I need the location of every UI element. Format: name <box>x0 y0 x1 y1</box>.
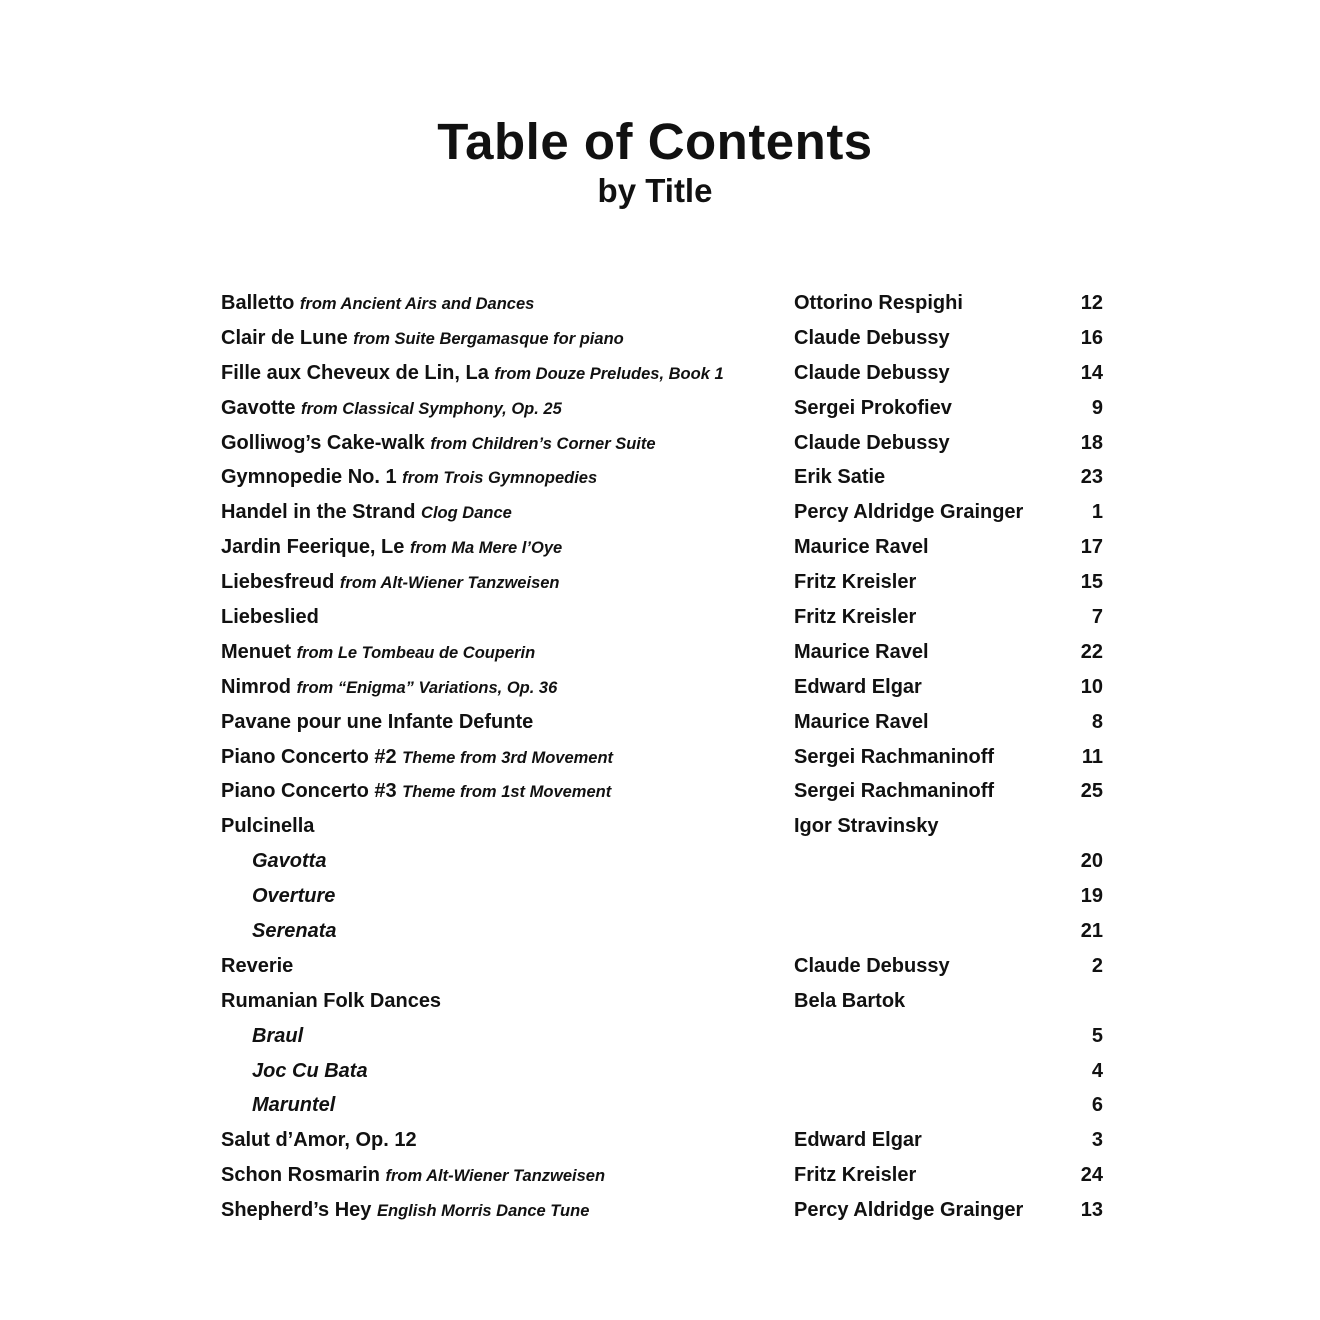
toc-entry <box>0 495 1320 530</box>
entry-page-number: 16 <box>1080 326 1103 349</box>
entry-note: Theme from 1st Movement <box>402 783 612 802</box>
entry-title-cell <box>221 1193 589 1229</box>
entry-composer: Edward Elgar <box>794 1129 922 1152</box>
entry-title: Serenata <box>252 920 337 943</box>
entry-composer: Claude Debussy <box>794 431 950 454</box>
entry-title: Jardin Feerique, Le <box>221 536 405 559</box>
entry-composer: Maurice Ravel <box>794 710 929 733</box>
entry-note: from Douze Preludes, Book 1 <box>494 364 724 383</box>
entry-composer: Bela Bartok <box>794 989 906 1012</box>
entry-title-cell <box>221 984 441 1019</box>
entry-title-cell <box>221 1123 417 1158</box>
entry-composer: Claude Debussy <box>794 361 950 384</box>
entry-title-cell <box>221 426 656 462</box>
entry-page-number: 6 <box>1091 1094 1103 1117</box>
entry-title: Salut d’Amor, Op. 12 <box>221 1129 417 1152</box>
toc-subentry <box>0 1088 1320 1123</box>
entry-title-cell <box>221 356 724 392</box>
entry-title: Nimrod <box>221 675 291 698</box>
entry-title: Braul <box>252 1024 304 1047</box>
entry-composer: Sergei Prokofiev <box>794 396 952 419</box>
entry-title-cell <box>221 391 562 427</box>
toc-entry <box>0 565 1320 600</box>
entry-page-number: 5 <box>1091 1024 1103 1047</box>
entry-title-cell <box>221 321 624 357</box>
entry-page-number: 23 <box>1080 466 1103 489</box>
toc-entry <box>0 1158 1320 1193</box>
entry-composer: Sergei Rachmaninoff <box>794 745 995 768</box>
entry-title: Joc Cu Bata <box>252 1059 368 1082</box>
entry-note: from “Enigma” Variations, Op. 36 <box>296 678 558 697</box>
entry-composer: Edward Elgar <box>794 675 922 698</box>
entry-title: Reverie <box>221 954 294 977</box>
entry-title: Handel in the Strand <box>221 501 416 524</box>
entry-title: Pulcinella <box>221 815 315 838</box>
entry-page-number: 2 <box>1091 954 1103 977</box>
entry-note: from Alt-Wiener Tanzweisen <box>385 1167 606 1186</box>
toc-entry <box>0 809 1320 844</box>
entry-note: from Le Tombeau de Couperin <box>296 643 536 662</box>
entry-title-cell <box>221 949 293 984</box>
toc-entry <box>0 949 1320 984</box>
entry-page-number: 25 <box>1080 780 1103 803</box>
entry-composer: Igor Stravinsky <box>794 815 939 838</box>
entry-title: Clair de Lune <box>221 326 348 349</box>
entry-title: Pavane pour une Infante Defunte <box>221 710 534 733</box>
toc-entry <box>0 740 1320 775</box>
entry-title: Fille aux Cheveux de Lin, La <box>221 361 489 384</box>
toc-entry <box>0 1193 1320 1228</box>
entry-title-cell <box>252 879 335 914</box>
entry-page-number: 10 <box>1080 675 1103 698</box>
toc-entry <box>0 426 1320 461</box>
entry-title-cell <box>221 495 512 531</box>
entry-title-cell <box>221 740 613 776</box>
toc-entry <box>0 460 1320 495</box>
entry-title: Piano Concerto #2 <box>221 745 397 768</box>
entry-title-cell <box>221 286 534 322</box>
entry-page-number: 11 <box>1081 745 1103 768</box>
entry-title: Maruntel <box>252 1094 336 1117</box>
entry-title-cell <box>221 530 562 566</box>
page-title: Table of Contents <box>437 113 873 170</box>
entry-page-number: 20 <box>1080 850 1103 873</box>
page-subtitle: by Title <box>597 172 713 209</box>
entry-page-number: 19 <box>1080 885 1103 908</box>
entry-title: Gymnopedie No. 1 <box>221 466 397 489</box>
entry-page-number: 22 <box>1080 640 1103 663</box>
entry-title: Liebeslied <box>221 606 319 629</box>
entry-page-number: 4 <box>1091 1059 1103 1082</box>
entry-title: Schon Rosmarin <box>221 1164 380 1187</box>
entry-note: from Classical Symphony, Op. 25 <box>301 399 562 418</box>
entry-title: Piano Concerto #3 <box>221 780 397 803</box>
toc-entry <box>0 286 1320 321</box>
entry-composer: Claude Debussy <box>794 954 950 977</box>
entry-page-number: 13 <box>1080 1199 1103 1222</box>
entry-title-cell <box>221 1158 605 1194</box>
entry-title-cell <box>252 1088 335 1123</box>
entry-note: Theme from 3rd Movement <box>402 748 614 767</box>
entry-page-number: 7 <box>1091 606 1103 629</box>
entry-page-number: 24 <box>1080 1164 1103 1187</box>
toc-entry <box>0 670 1320 705</box>
entry-note: from Suite Bergamasque for piano <box>353 329 624 348</box>
toc-entry <box>0 1123 1320 1158</box>
entry-composer: Percy Aldridge Grainger <box>794 501 1024 524</box>
entry-note: from Alt-Wiener Tanzweisen <box>339 574 560 593</box>
entry-title-cell <box>221 774 611 810</box>
entry-note: from Ancient Airs and Dances <box>299 295 535 313</box>
entry-title: Balletto <box>221 292 295 314</box>
entry-title: Rumanian Folk Dances <box>221 989 442 1012</box>
entry-title-cell <box>221 635 535 671</box>
entry-title: Shepherd’s Hey <box>221 1199 372 1222</box>
toc-entry <box>0 984 1320 1019</box>
entry-page-number: 3 <box>1091 1129 1103 1152</box>
entry-composer: Claude Debussy <box>794 326 950 349</box>
entry-page-number: 12 <box>1080 292 1103 314</box>
entry-composer: Erik Satie <box>794 466 886 489</box>
toc-subentry <box>0 844 1320 879</box>
entry-composer: Maurice Ravel <box>794 640 929 663</box>
entry-page-number: 21 <box>1080 920 1103 943</box>
entry-page-number: 1 <box>1091 501 1103 524</box>
entry-page-number: 9 <box>1091 396 1103 419</box>
toc-subentry <box>0 1054 1320 1089</box>
toc-entry <box>0 774 1320 809</box>
entry-composer: Sergei Rachmaninoff <box>794 780 995 803</box>
entry-title-cell <box>221 670 557 706</box>
entry-note: from Trois Gymnopedies <box>402 469 598 488</box>
entry-title-cell <box>252 1019 303 1054</box>
entry-note: Clog Dance <box>421 504 512 523</box>
toc-entry <box>0 321 1320 356</box>
toc-entry <box>0 635 1320 670</box>
entry-composer: Fritz Kreisler <box>794 1164 917 1187</box>
toc-entry <box>0 600 1320 635</box>
entry-title: Gavotta <box>252 850 327 873</box>
entry-composer: Ottorino Respighi <box>794 292 963 314</box>
entry-title: Overture <box>252 885 336 908</box>
entry-title-cell <box>221 460 597 496</box>
toc-list <box>0 286 1320 1228</box>
entry-title: Gavotte <box>221 396 296 419</box>
toc-subentry <box>0 914 1320 949</box>
entry-note: from Ma Mere l’Oye <box>409 539 563 558</box>
entry-page-number: 18 <box>1080 431 1103 454</box>
toc-entry <box>0 356 1320 391</box>
toc-subentry <box>0 1019 1320 1054</box>
toc-entry <box>0 530 1320 565</box>
toc-entry <box>0 705 1320 740</box>
entry-page-number: 17 <box>1080 536 1103 559</box>
entry-title: Menuet <box>221 640 291 663</box>
entry-composer: Fritz Kreisler <box>794 571 917 594</box>
entry-note: English Morris Dance Tune <box>376 1202 590 1221</box>
toc-subentry <box>0 879 1320 914</box>
entry-composer: Fritz Kreisler <box>794 606 917 629</box>
entry-title-cell <box>221 705 533 740</box>
entry-title-cell <box>252 844 326 879</box>
entry-page-number: 15 <box>1080 571 1103 594</box>
entry-title: Liebesfreud <box>221 571 335 594</box>
entry-title-cell <box>221 565 560 601</box>
entry-title: Golliwog’s Cake-walk <box>221 431 425 454</box>
entry-title-cell <box>221 809 314 844</box>
entry-page-number: 8 <box>1091 710 1103 733</box>
entry-composer: Maurice Ravel <box>794 536 929 559</box>
entry-title-cell <box>252 914 337 949</box>
entry-title-cell <box>221 600 319 635</box>
toc-entry <box>0 391 1320 426</box>
entry-page-number: 14 <box>1080 361 1103 384</box>
entry-composer: Percy Aldridge Grainger <box>794 1199 1024 1222</box>
entry-note: from Children’s Corner Suite <box>430 434 656 453</box>
entry-title-cell <box>252 1054 368 1089</box>
